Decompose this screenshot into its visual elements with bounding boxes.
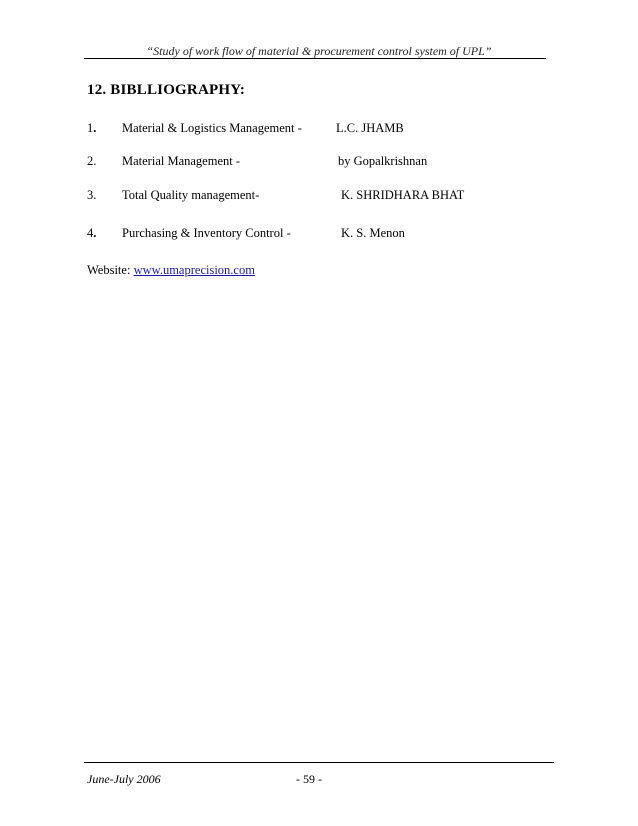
entry-author: K. S. Menon bbox=[341, 226, 405, 240]
entry-number: 4. bbox=[87, 226, 97, 240]
bibliography-entry-1 bbox=[0, 121, 638, 141]
website-link[interactable]: www.umaprecision.com bbox=[133, 263, 255, 277]
entry-author: K. SHRIDHARA BHAT bbox=[341, 188, 465, 202]
entry-title: Purchasing & Inventory Control - bbox=[122, 226, 291, 240]
entry-number: 3. bbox=[87, 188, 97, 202]
website-label: Website: bbox=[87, 263, 134, 277]
footer-date: June-July 2006 bbox=[87, 772, 161, 786]
entry-title: Material Management - bbox=[122, 154, 241, 168]
entry-title: Total Quality management- bbox=[122, 188, 260, 202]
bibliography-entry-2 bbox=[0, 154, 638, 174]
entry-author: by Gopalkrishnan bbox=[338, 154, 428, 168]
entry-title: Material & Logistics Management - bbox=[122, 121, 302, 135]
header-rule bbox=[84, 58, 546, 59]
page-number: - 59 - bbox=[296, 772, 322, 786]
running-header: “Study of work flow of material & procurement control system of UPL” bbox=[146, 44, 492, 58]
bibliography-entry-4 bbox=[0, 226, 638, 246]
entry-number: 2. bbox=[87, 154, 97, 168]
entry-number: 1. bbox=[87, 121, 97, 135]
entry-author: L.C. JHAMB bbox=[336, 121, 404, 135]
footer-rule bbox=[84, 762, 554, 763]
section-heading: 12. BIBLLIOGRAPHY: bbox=[87, 82, 246, 98]
website-line bbox=[87, 263, 255, 278]
bibliography-entry-3 bbox=[0, 188, 638, 208]
